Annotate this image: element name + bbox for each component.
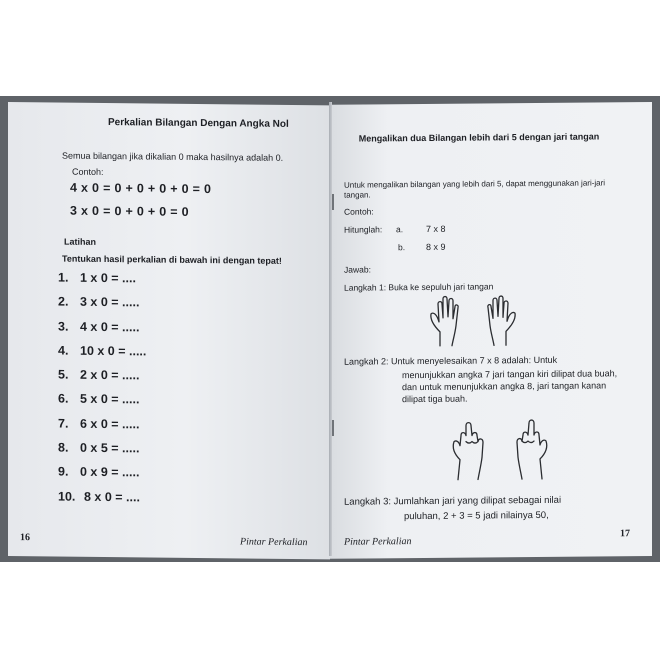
step-3-heading: Langkah 3: Jumlahkan jari yang dilipat sebagai nilai bbox=[344, 494, 562, 508]
page-footer: Pintar Perkalian bbox=[344, 536, 412, 548]
exercise-expression: 1 x 0 = .... bbox=[80, 270, 136, 286]
exercise-number: 1. bbox=[58, 270, 69, 285]
exercise-expression: 0 x 5 = ..... bbox=[80, 440, 140, 456]
list-item bbox=[58, 271, 308, 298]
list-item bbox=[58, 343, 308, 370]
left-page-title: Perkalian Bilangan Dengan Angka Nol bbox=[108, 117, 289, 130]
step-2-body: menunjukkan angka 7 jari tangan kiri dilipat dua buah, dan untuk menunjukkan angka 8, jari tangan kanan dilipat tiga buah. bbox=[402, 368, 618, 405]
item-b-expression: 8 x 9 bbox=[426, 241, 446, 252]
exercise-expression: 2 x 0 = ..... bbox=[80, 367, 140, 383]
exercise-number: 10. bbox=[58, 489, 76, 504]
list-item bbox=[58, 368, 308, 395]
exercise-number: 5. bbox=[58, 367, 69, 382]
count-label: Hitunglah: bbox=[344, 224, 383, 235]
list-item bbox=[58, 465, 308, 492]
exercise-number: 8. bbox=[58, 440, 69, 455]
exercise-expression: 8 x 0 = .... bbox=[84, 489, 140, 505]
example-label: Contoh: bbox=[72, 166, 104, 178]
item-a-expression: 7 x 8 bbox=[426, 223, 446, 234]
step-3-body: puluhan, 2 + 3 = 5 jadi nilainya 50, bbox=[404, 509, 549, 523]
list-item bbox=[58, 441, 308, 468]
exercise-instruction: Tentukan hasil perkalian di bawah ini dengan tepat! bbox=[62, 253, 282, 266]
folded-fingers-icon bbox=[448, 411, 552, 482]
list-item bbox=[58, 489, 308, 516]
exercise-number: 6. bbox=[58, 392, 69, 407]
example-line-2: 3 x 0 = 0 + 0 + 0 = 0 bbox=[70, 203, 189, 219]
exercise-number: 4. bbox=[58, 343, 69, 358]
exercise-expression: 4 x 0 = ..... bbox=[80, 319, 140, 334]
exercise-expression: 0 x 9 = ..... bbox=[80, 465, 140, 480]
list-item bbox=[58, 319, 308, 346]
step-2-heading: Langkah 2: Untuk menyelesaikan 7 x 8 adalah: Untuk bbox=[344, 354, 558, 367]
page-number: 16 bbox=[20, 532, 30, 544]
item-b-label: b. bbox=[398, 242, 406, 253]
exercise-number: 2. bbox=[58, 294, 69, 309]
exercise-list bbox=[58, 271, 308, 517]
right-page bbox=[330, 102, 652, 559]
list-item bbox=[58, 416, 308, 443]
right-page-title: Mengalikan dua Bilangan lebih dari 5 dengan jari tangan bbox=[358, 131, 600, 144]
exercise-expression: 3 x 0 = ..... bbox=[80, 295, 140, 310]
step-1-text: Langkah 1: Buka ke sepuluh jari tangan bbox=[344, 281, 494, 293]
spine-mark bbox=[332, 194, 334, 210]
intro-text: Untuk mengalikan bilangan yang lebih dari 5, dapat menggunakan jari-jari tangan. bbox=[344, 178, 606, 200]
open-hands-icon bbox=[426, 291, 520, 348]
exercise-number: 3. bbox=[58, 319, 69, 334]
example-line-1: 4 x 0 = 0 + 0 + 0 + 0 = 0 bbox=[70, 180, 212, 197]
exercise-number: 9. bbox=[58, 464, 69, 480]
open-book bbox=[8, 102, 652, 556]
spine-mark bbox=[332, 420, 334, 436]
page-footer: Pintar Perkalian bbox=[240, 536, 308, 549]
item-a-label: a. bbox=[396, 224, 404, 235]
exercise-label: Latihan bbox=[64, 236, 97, 247]
answer-label: Jawab: bbox=[344, 264, 371, 275]
page-number: 17 bbox=[620, 528, 630, 540]
exercise-number: 7. bbox=[58, 416, 69, 431]
exercise-expression: 5 x 0 = ..... bbox=[80, 392, 140, 407]
list-item bbox=[58, 295, 308, 322]
example-label: Contoh: bbox=[344, 206, 374, 217]
left-page bbox=[8, 102, 330, 559]
exercise-expression: 10 x 0 = ..... bbox=[80, 343, 147, 359]
list-item bbox=[58, 392, 308, 419]
exercise-expression: 6 x 0 = ..... bbox=[80, 416, 140, 432]
book-spine bbox=[329, 102, 332, 556]
zero-rule-text: Semua bilangan jika dikalian 0 maka hasilnya adalah 0. bbox=[62, 150, 284, 163]
